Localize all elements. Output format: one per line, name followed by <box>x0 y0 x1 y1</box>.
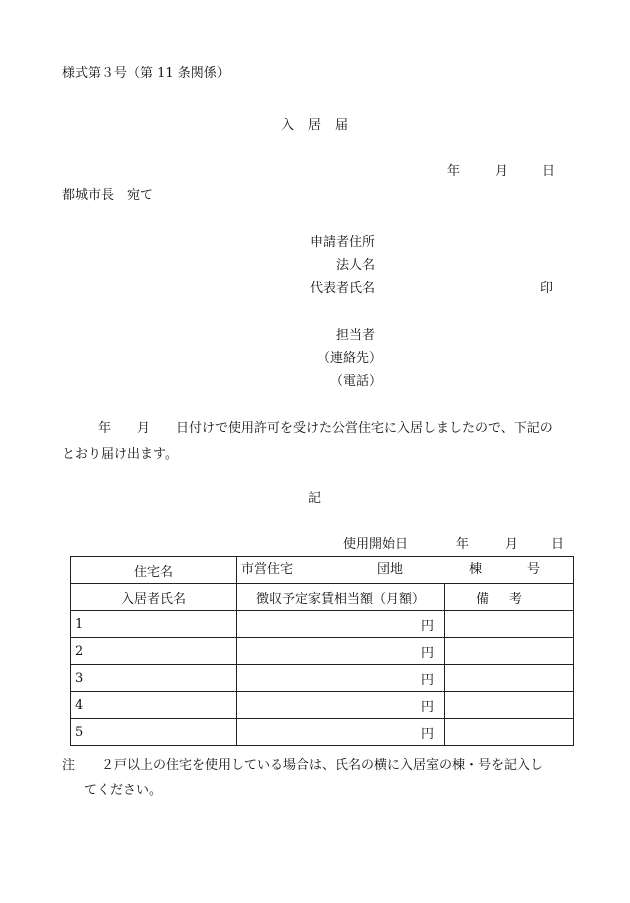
housing-row <box>71 557 574 584</box>
row-number: 2 <box>71 638 237 665</box>
rent-yen: 円 <box>237 692 445 719</box>
body-paragraph <box>62 416 574 468</box>
body-line-1: 年 月 日付けで使用許可を受けた公営住宅に入居しましたので、下記の <box>98 421 553 436</box>
rent-yen: 円 <box>237 611 445 638</box>
row-number: 1 <box>71 611 237 638</box>
footnote-line-2: てください。 <box>84 783 163 798</box>
remarks-cell <box>445 692 574 719</box>
start-date-month: 月 <box>505 537 519 552</box>
body-line-2: とおり届け出ます。 <box>62 447 178 462</box>
row-number: 3 <box>71 665 237 692</box>
header-remarks: 備考 <box>445 584 574 611</box>
remarks-cell <box>445 611 574 638</box>
seal-mark: 印 <box>540 281 554 296</box>
form-number: 様式第３号（第 11 条関係） <box>62 66 230 81</box>
date-year-label: 年 <box>447 164 461 179</box>
date-month-label: 月 <box>495 164 509 179</box>
row-number: 4 <box>71 692 237 719</box>
representative-name-label: 代表者氏名 <box>310 281 376 296</box>
housing-label-cell: 住宅名 <box>71 557 237 584</box>
table-row <box>71 692 574 719</box>
housing-type: 市営住宅 <box>241 562 294 577</box>
applicant-address-label: 申請者住所 <box>310 235 376 250</box>
start-date-year: 年 <box>456 537 470 552</box>
contact-label: （連絡先） <box>317 351 383 366</box>
table-row <box>71 611 574 638</box>
ki-heading: 記 <box>308 491 322 506</box>
date-day-label: 日 <box>542 164 556 179</box>
footnote-text-1: ２戸以上の住宅を使用している場合は、氏名の横に入居室の棟・号を記入し <box>101 758 544 773</box>
resident-table <box>70 556 574 746</box>
header-row <box>71 584 574 611</box>
footnote <box>62 753 577 803</box>
corporation-name-label: 法人名 <box>336 258 376 273</box>
row-number: 5 <box>71 719 237 746</box>
gou-label: 号 <box>527 562 541 577</box>
header-rent: 徴収予定家賃相当額（月額） <box>237 584 445 611</box>
addressee: 都城市長 宛て <box>62 188 154 203</box>
document-title: 入居届 <box>281 118 363 133</box>
danchi-label: 団地 <box>377 562 404 577</box>
header-resident-name: 入居者氏名 <box>71 584 237 611</box>
footnote-prefix: 注 <box>62 758 76 773</box>
remarks-cell <box>445 665 574 692</box>
rent-yen: 円 <box>237 719 445 746</box>
table-row <box>71 719 574 746</box>
rent-yen: 円 <box>237 638 445 665</box>
phone-label: （電話） <box>330 374 383 389</box>
remarks-cell <box>445 638 574 665</box>
person-in-charge-label: 担当者 <box>336 328 376 343</box>
housing-value-cell <box>237 557 574 584</box>
rent-yen: 円 <box>237 665 445 692</box>
footnote-line-1 <box>62 753 577 778</box>
tou-label: 棟 <box>469 562 483 577</box>
table-row <box>71 665 574 692</box>
table-row <box>71 638 574 665</box>
start-date-day: 日 <box>551 537 565 552</box>
start-date-label: 使用開始日 <box>343 537 409 552</box>
remarks-cell <box>445 719 574 746</box>
